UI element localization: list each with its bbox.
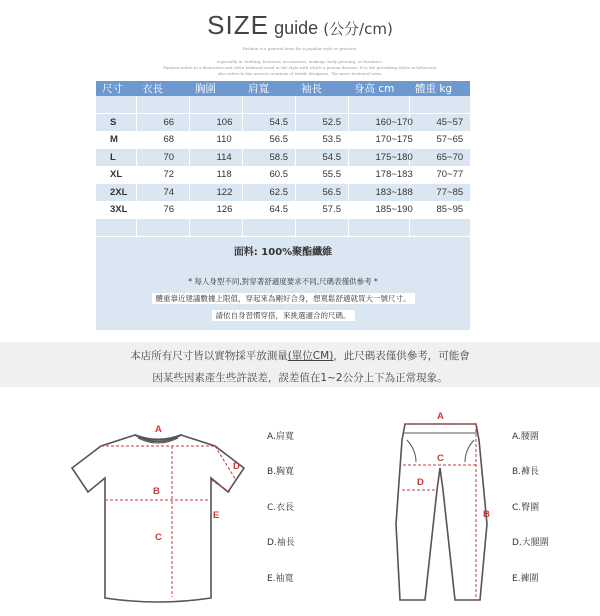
- pants-diagram: [396, 424, 487, 600]
- title-unit: (公分/cm): [323, 20, 393, 38]
- cell: 54.5: [295, 149, 348, 167]
- cell: 74: [136, 184, 189, 202]
- cell: L: [96, 149, 136, 167]
- shirt-legend-d: D.袖長: [267, 538, 295, 548]
- cell: 66: [136, 114, 189, 132]
- cell: 55.5: [295, 166, 348, 184]
- cell: M: [96, 131, 136, 149]
- pants-marker-b: B: [483, 509, 490, 520]
- cell: 160~170: [348, 114, 409, 132]
- cell: 183~188: [348, 184, 409, 202]
- cell: 110: [189, 131, 242, 149]
- cell: XL: [96, 166, 136, 184]
- cell: S: [96, 114, 136, 132]
- pants-outline: [396, 424, 487, 600]
- pants-legend-e: E.褲圍: [512, 574, 539, 584]
- cell: 3XL: [96, 201, 136, 219]
- cell: 64.5: [242, 201, 295, 219]
- col-header-shoulder: 肩寬: [242, 81, 295, 96]
- col-header-chest: 胸圍: [189, 81, 242, 96]
- cell: 56.5: [295, 184, 348, 202]
- pants-marker-a: A: [437, 411, 444, 422]
- cell: 53.5: [295, 131, 348, 149]
- note-line-2-text: 體重靠近建議數據上限值，穿起來為剛好合身，想寬鬆舒適就買大一號尺寸。: [152, 293, 415, 304]
- shirt-legend-a: A.肩寬: [267, 432, 294, 442]
- pants-marker-c: C: [437, 453, 444, 464]
- cell: 62.5: [242, 184, 295, 202]
- cell: 76: [136, 201, 189, 219]
- cell: 72: [136, 166, 189, 184]
- cell: 106: [189, 114, 242, 132]
- tshirt-measure-lines: [101, 446, 236, 597]
- pants-pocket-left: [407, 440, 416, 462]
- marker-e: E: [213, 510, 220, 521]
- cell: 56.5: [242, 131, 295, 149]
- pants-legend-a: A.腰圍: [512, 432, 539, 442]
- col-header-weight: 體重 kg: [409, 81, 470, 96]
- marker-b: B: [153, 486, 160, 497]
- shirt-legend-e: E.袖寬: [267, 574, 294, 584]
- disclaimer-unit: (單位CM): [287, 350, 334, 362]
- disclaimer-text-a: 本店所有尺寸皆以實物採平放測量: [130, 350, 288, 362]
- cell: 52.5: [295, 114, 348, 132]
- cell: 126: [189, 201, 242, 219]
- cell: 77~85: [409, 184, 470, 202]
- cell: 54.5: [242, 114, 295, 132]
- cell: 57.5: [295, 201, 348, 219]
- cell: 114: [189, 149, 242, 167]
- pants-legend-b: B.褲長: [512, 467, 540, 477]
- marker-a: A: [155, 424, 162, 435]
- cell: 70: [136, 149, 189, 167]
- marker-c: C: [155, 532, 162, 543]
- col-header-size: 尺寸: [96, 81, 136, 96]
- fine-print-3: Fashion refers to a distinctive and often habitual trend in the style with which a person dresses. It is the prevailing styles in behaviour: [163, 65, 437, 70]
- shirt-legend-c: C.衣長: [267, 503, 295, 513]
- title-size: SIZE: [207, 10, 269, 40]
- pants-legend-c: C.臀圍: [512, 503, 540, 513]
- fabric-info: 面料: 100%聚酯纖維: [233, 246, 333, 258]
- pants-legend-d: D.大腿圍: [512, 538, 549, 548]
- disclaimer-text-b: ，此尺碼表僅供參考，可能會: [333, 350, 470, 362]
- col-header-sleeve: 袖長: [295, 81, 348, 96]
- cell: 70~77: [409, 166, 470, 184]
- pants-pocket-right: [465, 440, 474, 462]
- cell: 170~175: [348, 131, 409, 149]
- cell: 122: [189, 184, 242, 202]
- marker-d: D: [233, 461, 240, 472]
- pants-marker-d: D: [417, 477, 424, 488]
- note-line-1: * 每人身型不同,對穿著舒適度要求不同,尺碼表僅供參考 *: [188, 276, 378, 286]
- cell: 57~65: [409, 131, 470, 149]
- fine-print-4: also refers to the newest creations of textile designers. The more technical term.: [217, 71, 383, 76]
- cell: 65~70: [409, 149, 470, 167]
- note-line-3-text: 請依自身習慣穿搭，來挑選適合的尺碼。: [212, 310, 355, 321]
- fine-print-1: Fashion is a general term for a popular style or practice,: [242, 46, 358, 51]
- cell: 185~190: [348, 201, 409, 219]
- shirt-legend-b: B.胸寬: [267, 467, 295, 477]
- cell: 2XL: [96, 184, 136, 202]
- title-guide: guide: [274, 18, 319, 38]
- cell: 178~183: [348, 166, 409, 184]
- measure-line-e: [211, 480, 230, 492]
- col-header-length: 衣長: [136, 81, 189, 96]
- cell: 60.5: [242, 166, 295, 184]
- cell: 68: [136, 131, 189, 149]
- cell: 175~180: [348, 149, 409, 167]
- disclaimer-line-2: 因某些因素產生些許誤差，誤差值在1~2公分上下為正常現象。: [152, 372, 448, 384]
- cell: 58.5: [242, 149, 295, 167]
- fine-print-2: especially in clothing, footwear, accessories, makeup, body piercing, or furniture.: [217, 59, 383, 64]
- col-header-height: 身高 cm: [348, 81, 409, 96]
- cell: 118: [189, 166, 242, 184]
- cell: 85~95: [409, 201, 470, 219]
- cell: 45~57: [409, 114, 470, 132]
